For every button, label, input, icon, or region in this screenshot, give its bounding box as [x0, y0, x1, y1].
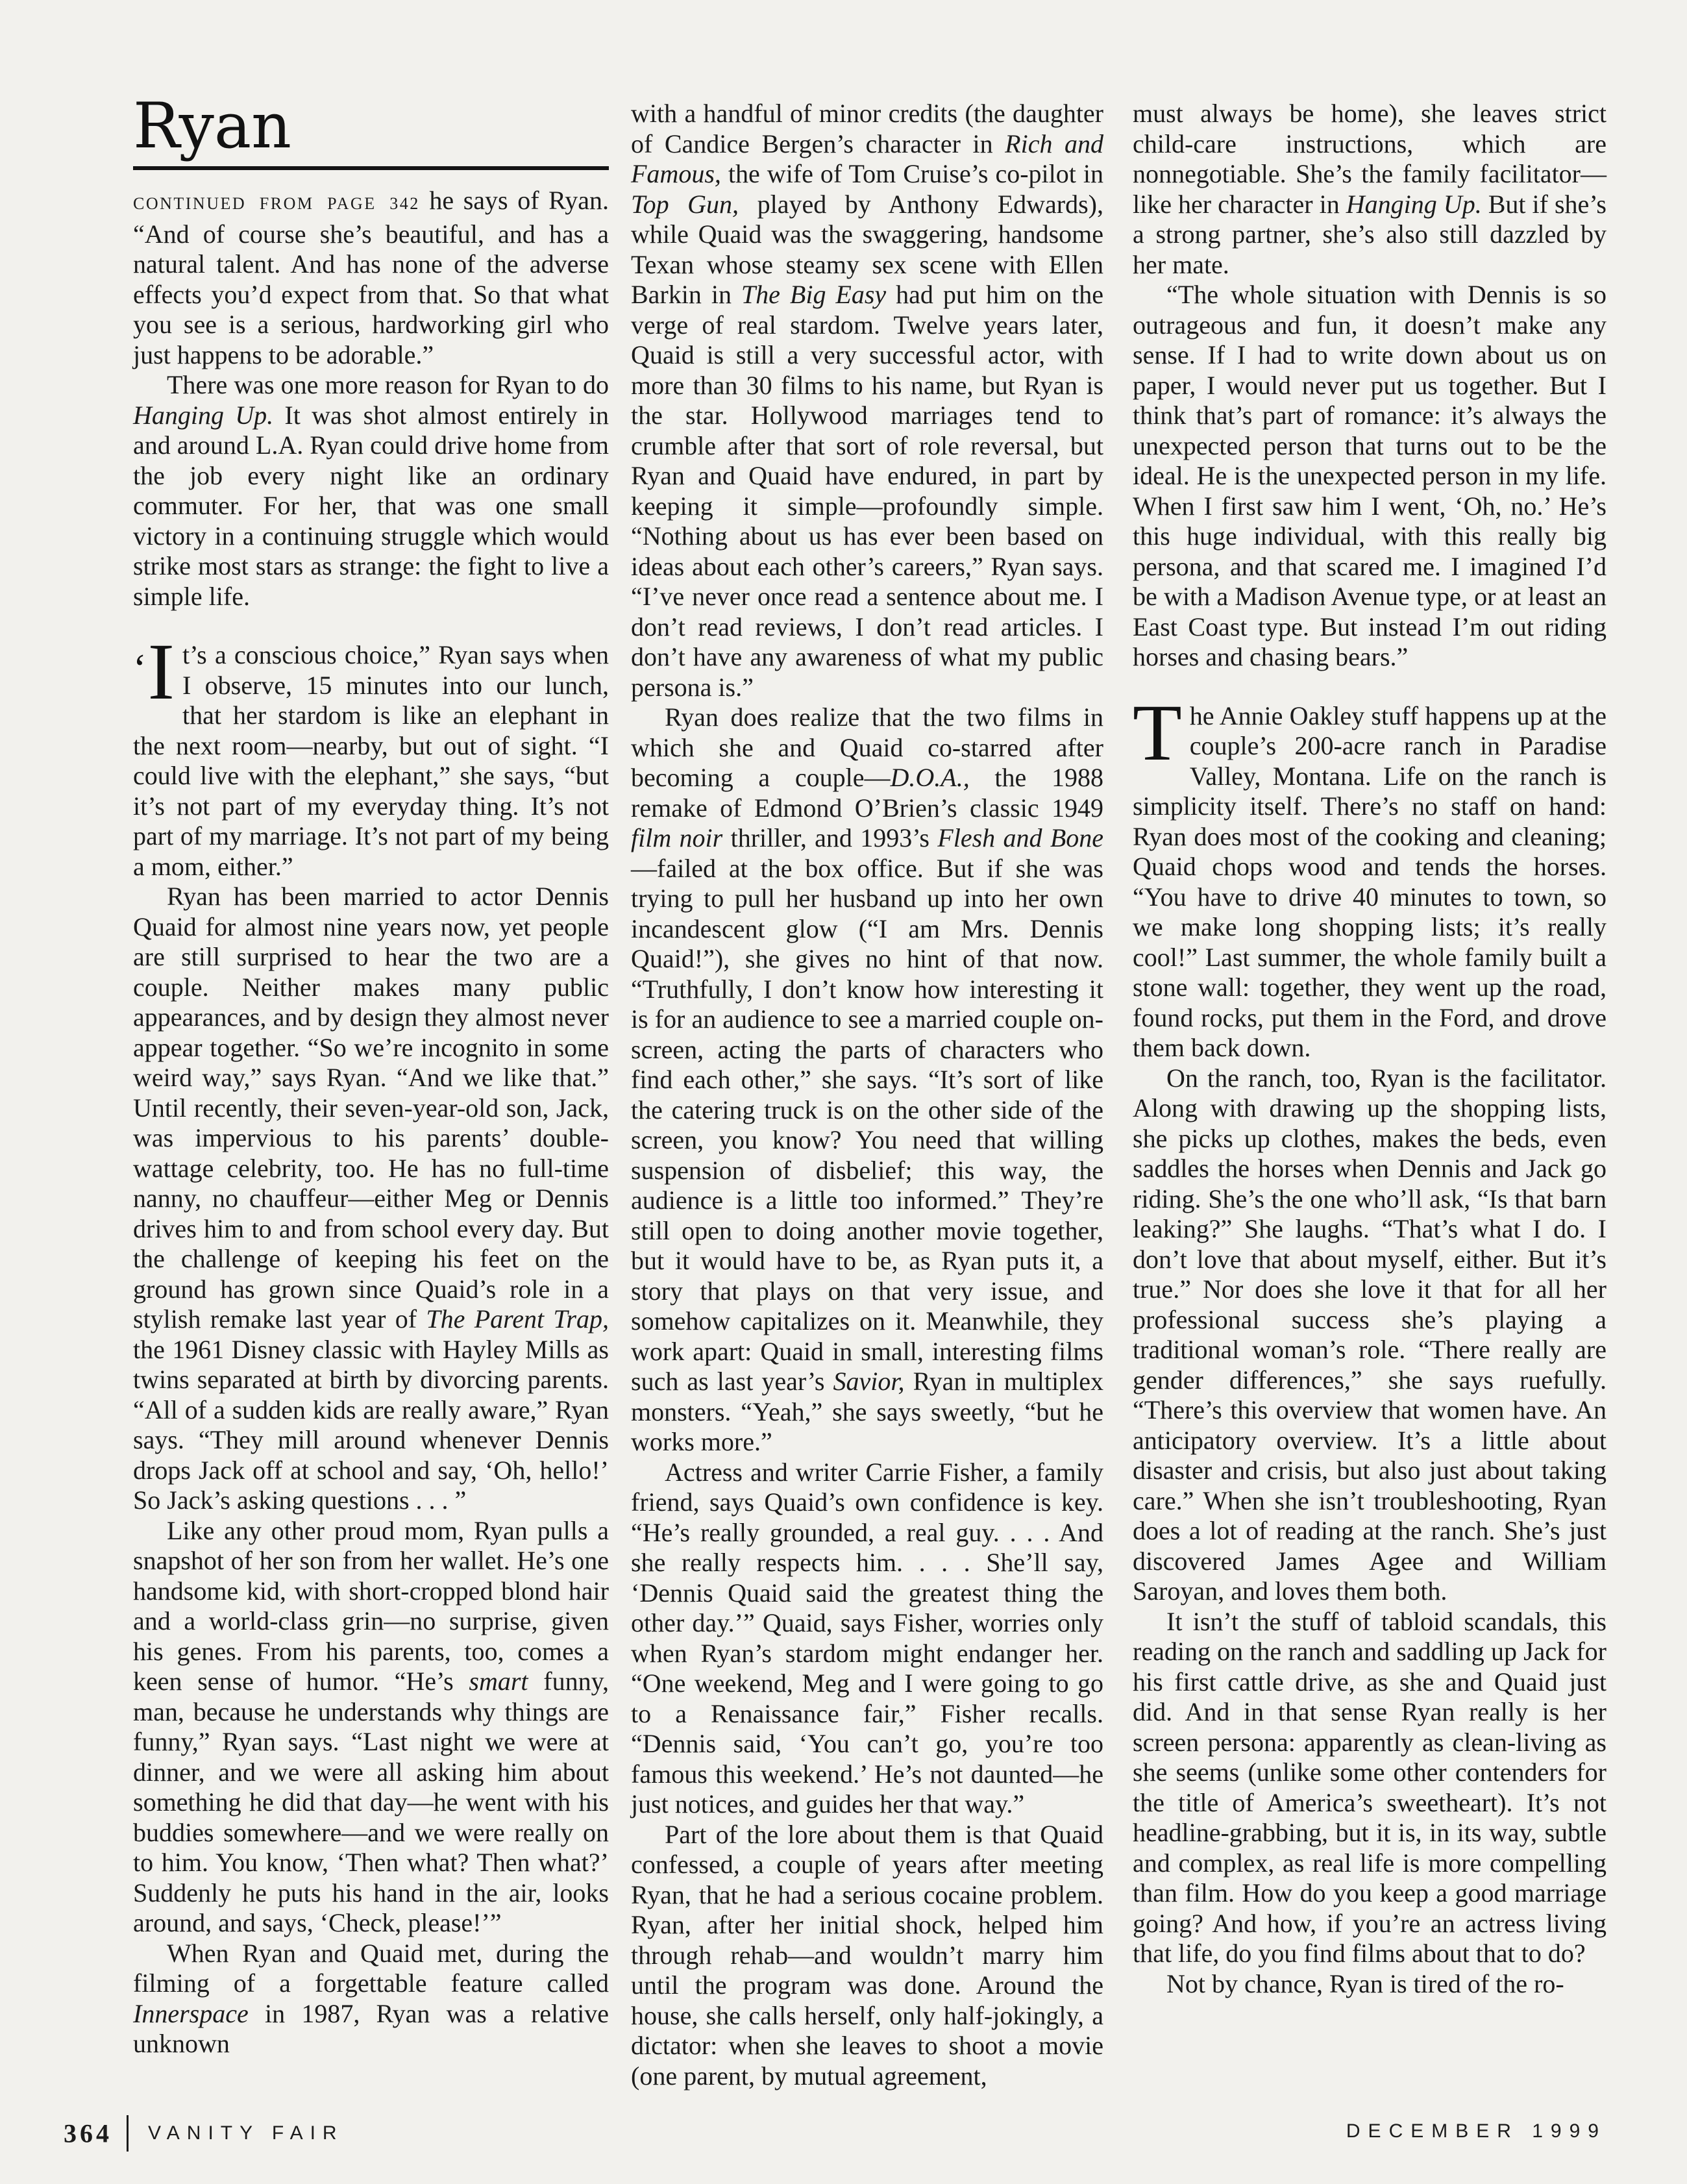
- paragraph: [631, 1820, 1103, 2092]
- text-run: It was shot almost entirely in and around L.A. Ryan could drive home from the job every night like an ordinary commuter. For her, that was one small victory in a continuing struggle which would strike most stars as strange: the fight to live a simple life.: [133, 400, 609, 611]
- text-run: Ryan does realize that the two films in which she and Quaid co-starred after becoming a couple—: [631, 702, 1103, 792]
- italic-text-run: film noir: [631, 823, 723, 852]
- text-run: played by Anthony Edwards), while Quaid was the swaggering, handsome Texan whose steamy sex scene with Ellen Barkin in: [631, 189, 1103, 309]
- italic-text-run: Innerspace: [133, 1998, 249, 2028]
- paragraph: [631, 99, 1103, 702]
- paragraph: [133, 370, 609, 612]
- text-run: There was one more reason for Ryan to do: [167, 370, 609, 399]
- text-run: must always be home), she leaves strict child-care instructions, which are nonnegotiable. She’s the family facilitator—like her character in: [1133, 99, 1607, 219]
- text-run: Ryan in multiplex monsters. “Yeah,” she says sweetly, “but he works more.”: [631, 1367, 1103, 1456]
- text-run: the 1988 remake of Edmond O’Brien’s classic 1949: [631, 763, 1103, 823]
- italic-text-run: D.O.A.,: [890, 763, 970, 792]
- text-run: Not by chance, Ryan is tired of the ro-: [1166, 1968, 1564, 1998]
- text-run: On the ranch, too, Ryan is the facilitator. Along with drawing up the shopping lists, she picks up clothes, makes the beds, even saddles the horses when Dennis and Jack go riding. She’s the one who’ll ask, “Is that barn leaking?” She laughs. “That’s what I do. I don’t love that about myself, either. But it’s true.” Nor does she love it that for all her professional success she’s playing a traditional woman’s role. “There really are gender differences,” she says ruefully. “There’s this overview that women have. An anticipatory overview. It’s a little about disaster and crisis, but also just about taking care.” When she isn’t troubleshooting, Ryan does a lot of reading at the ranch. She’s just discovered James Agee and William Saroyan, and loves them both.: [1133, 1063, 1607, 1606]
- italic-text-run: Rich and Famous,: [631, 129, 1103, 188]
- text-run: the wife of Tom Cruise’s co-pilot in: [720, 159, 1103, 188]
- article-column-2: [631, 99, 1103, 2091]
- text-run: he Annie Oakley stuff happens up at the couple’s 200-acre ranch in Paradise Valley, Montana. Life on the ranch is simplicity itself. There’s no staff on hand: Ryan does most of the cooking and cleaning; Quaid chops wood and tends the horses. “You have to drive 40 minutes to town, so we make long shopping lists; it’s really cool!” Last summer, the whole family built a stone wall: together, they went up the road, found rocks, put them in the Ford, and drove them back down.: [1133, 701, 1607, 1062]
- text-run: the 1961 Disney classic with Hayley Mills as twins separated at birth by divorcing parents. “All of a sudden kids are really aware,” Ryan says. “They mill around whenever Dennis drops Jack off at school and say, ‘Oh, hello!’ So Jack’s asking questions . . . ”: [133, 1334, 609, 1515]
- paragraph: [133, 186, 609, 370]
- text-run: Part of the lore about them is that Quaid confessed, a couple of years after meeting Ryan, that he had a serious cocaine problem. Ryan, after her initial shock, helped him through rehab—and wouldn’t marry him until the program was done. Around the house, she calls herself, only half-jokingly, a dictator: when she leaves to shoot a movie (one parent, by mutual agreement,: [631, 1819, 1103, 2091]
- paragraph: [1133, 688, 1607, 1063]
- paragraph: [1133, 1969, 1607, 2000]
- text-run: Actress and writer Carrie Fisher, a family friend, says Quaid’s own confidence is key. “He’s really grounded, a real guy. . . . And she really respects him. . . . She’ll say, ‘Dennis Quaid said the greatest thing the other day.’” Quaid, says Fisher, worries only when Ryan’s stardom might endanger her. “One weekend, Meg and I were going to go to a Renaissance fair,” Fisher recalls. “Dennis said, ‘You can’t go, you’re too famous this weekend.’ He’s not daunted—he just notices, and guides her that way.”: [631, 1457, 1103, 1818]
- page-number: 364: [64, 2118, 112, 2148]
- text-run: t’s a conscious choice,” Ryan says when I observe, 15 minutes into our lunch, that her stardom is like an elephant in the next room—nearby, but out of sight. “I could live with the elephant,” she says, “but it’s not part of my everyday thing. It’s not part of my marriage. It’s not part of my being a mom, either.”: [133, 640, 609, 881]
- text-run: Ryan has been married to actor Dennis Quaid for almost nine years now, yet people are still surprised to hear the two are a couple. Neither makes many public appearances, and by design they almost never appear together. “So we’re incognito in some weird way,” says Ryan. “And we like that.” Until recently, their seven-year-old son, Jack, was impervious to his parents’ double-wattage celebrity, too. He has no full-time nanny, no chauffeur—either Meg or Dennis drives him to and from school every day. But the challenge of keeping his feet on the ground has grown since Quaid’s role in a stylish remake last year of: [133, 882, 609, 1334]
- text-run: When Ryan and Quaid met, during the filming of a forgettable feature called: [133, 1938, 609, 1998]
- footer-folio: [64, 2115, 344, 2152]
- text-run: he says of Ryan. “And of course she’s beautiful, and has a natural talent. And has none of the adverse effects you’d expect from that. So that what you see is a serious, hardworking girl who just happens to be adorable.”: [133, 186, 609, 369]
- paragraph: [1133, 99, 1607, 280]
- drop-cap: T: [1133, 688, 1182, 777]
- italic-text-run: The Parent Trap,: [426, 1304, 609, 1334]
- paragraph: [133, 627, 609, 882]
- paragraph: [133, 882, 609, 1516]
- text-run: had put him on the verge of real stardom. Twelve years later, Quaid is still a very successful actor, with more than 30 films to his name, but Ryan is the star. Hollywood marriages tend to crumble after that sort of role reversal, but Ryan and Quaid have endured, in part by keeping it simple—profoundly simple. “Nothing about us has ever been based on ideas about each other’s careers,” Ryan says. “I’ve never once read a sentence about me. I don’t read reviews, I don’t read articles. I don’t have any awareness of what my public persona is.”: [631, 280, 1103, 702]
- page-title: Ryan: [133, 90, 291, 162]
- continued-from-label: CONTINUED FROM PAGE 342: [133, 194, 420, 213]
- italic-text-run: The Big Easy: [741, 280, 887, 309]
- issue-date: DECEMBER 1999: [1346, 2120, 1607, 2142]
- italic-text-run: Flesh and Bone: [937, 823, 1104, 852]
- title-rule: [133, 166, 609, 170]
- text-run: It isn’t the stuff of tabloid scandals, this reading on the ranch and saddling up Jack for his first cattle drive, as she and Quaid just did. And in that sense Ryan really is her screen persona: apparently as clean-living as she seems (unlike some other contenders for the title of America’s sweetheart). It’s not headline-grabbing, but it is, in its way, subtle and complex, as real life is more compelling than film. How do you keep a good marriage going? And how, if you’re an actress living that life, do you find films about that to do?: [1133, 1606, 1607, 1968]
- text-run: thriller, and 1993’s: [722, 823, 938, 852]
- paragraph: [631, 702, 1103, 1458]
- paragraph: [133, 1939, 609, 2059]
- italic-text-run: Hanging Up.: [133, 400, 274, 430]
- magazine-name: VANITY FAIR: [148, 2122, 344, 2144]
- text-run: But if she’s a strong partner, she’s also still dazzled by her mate.: [1133, 189, 1607, 279]
- text-run: “The whole situation with Dennis is so outrageous and fun, it doesn’t make any sense. If I had to write down about us on paper, I would never put us together. But I think that’s part of romance: it’s always the unexpected person that turns out to be the ideal. He is the unexpected person in my life. When I first saw him I went, ‘Oh, no.’ He’s this huge individual, with this really big persona, and that scared me. I imagined I’d be with a Madison Avenue type, or at least an East Coast type. But instead I’m out riding horses and chasing bears.”: [1133, 280, 1607, 671]
- italic-text-run: Savior,: [833, 1367, 905, 1396]
- text-run: with a handful of minor credits (the daughter of Candice Bergen’s character in: [631, 99, 1103, 158]
- italic-text-run: Top Gun,: [631, 189, 739, 219]
- paragraph: [133, 1516, 609, 1939]
- text-run: —failed at the box office. But if she was trying to pull her husband up into her own incandescent glow (“I am Mrs. Dennis Quaid!”), she gives no hint of that now. “Truthfully, I don’t know how interesting it is for an audience to see a married couple on-screen, acting the parts of characters who find each other,” she says. “It’s sort of like the catering truck is on the other side of the screen, you know? You need that willing suspension of disbelief; this way, the audience is a little too informed.” They’re still open to doing another movie together, but it would have to be, as Ryan puts it, a story that plays on that very issue, and somehow capitalizes on it. Meanwhile, they work apart: Quaid in small, interesting films such as last year’s: [631, 853, 1103, 1396]
- footer-divider: [127, 2115, 129, 2152]
- article-column-3: [1133, 99, 1607, 1999]
- paragraph: [1133, 280, 1607, 673]
- drop-cap: ‘I: [133, 627, 175, 716]
- italic-text-run: smart: [469, 1667, 528, 1696]
- text-run: funny, man, because he understands why things are funny,” Ryan says. “Last night we were at dinner, and we were all asking him about something he did that day—he went with his buddies somewhere—and we were really on to him. You know, ‘Then what? Then what?’ Suddenly he puts his hand in the air, looks around, and says, ‘Check, please!’”: [133, 1667, 609, 1937]
- italic-text-run: Hanging Up.: [1346, 189, 1482, 219]
- page-footer: [0, 2115, 1687, 2161]
- paragraph: [1133, 1063, 1607, 1607]
- paragraph: [1133, 1607, 1607, 1969]
- paragraph: [631, 1458, 1103, 1820]
- article-column-1: [133, 186, 609, 2059]
- drop-cap-quote: ‘: [133, 646, 147, 691]
- text-run: in 1987, Ryan was a relative unknown: [133, 1998, 609, 2058]
- text-run: Like any other proud mom, Ryan pulls a snapshot of her son from her wallet. He’s one handsome kid, with short-cropped blond hair and a world-class grin—no surprise, given his genes. From his parents, too, comes a keen sense of humor. “He’s: [133, 1515, 609, 1696]
